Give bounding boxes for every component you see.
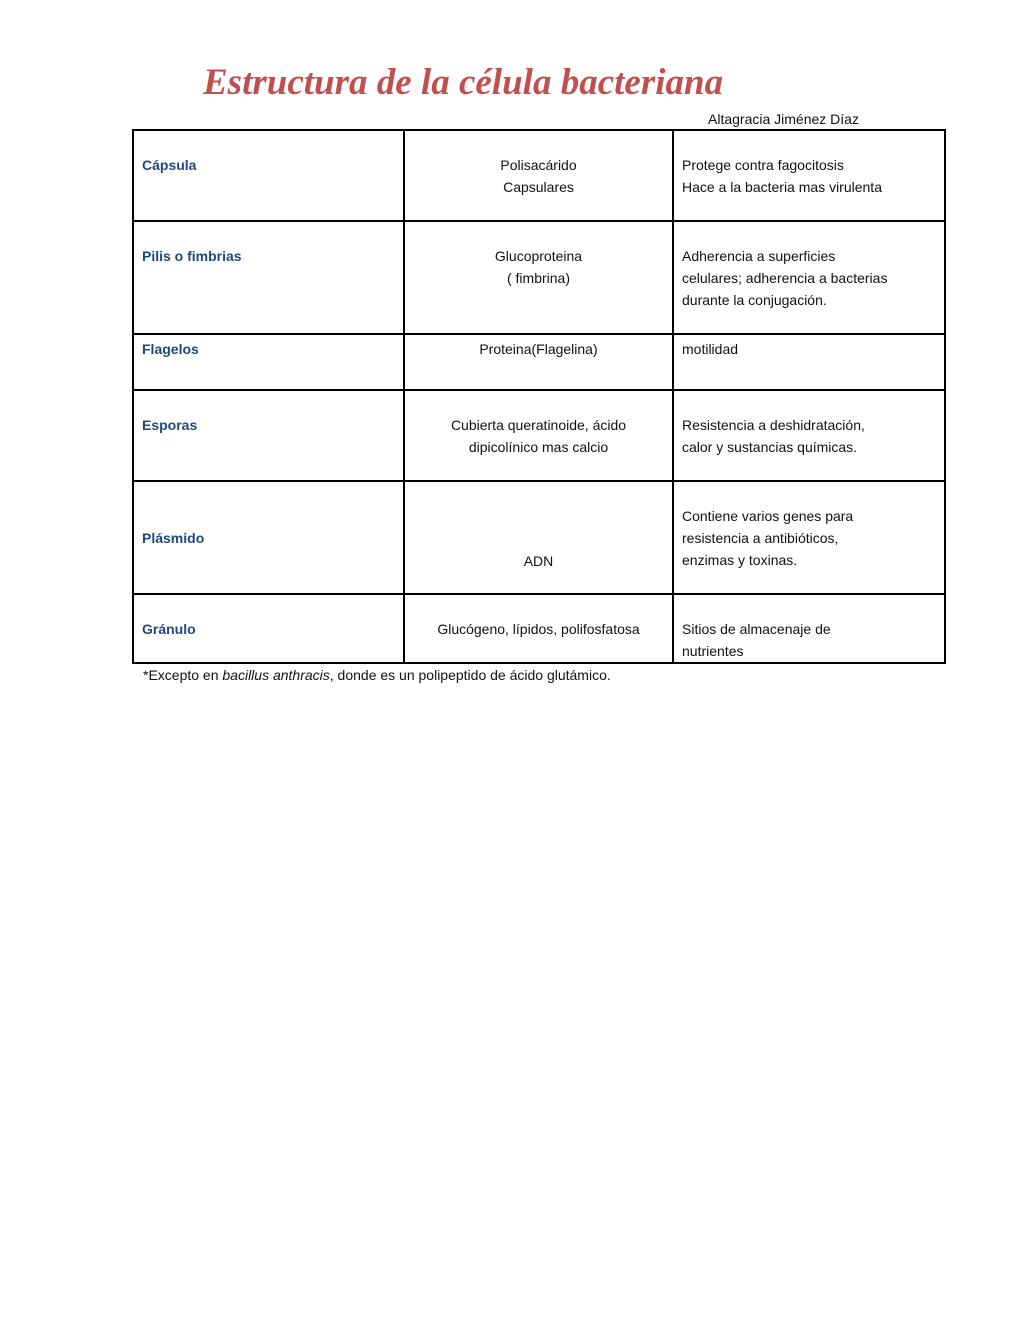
function-cell [673,390,945,481]
structure-table [132,129,946,664]
structure-name-cell [133,334,404,390]
function-cell [673,594,945,663]
table-row [133,481,945,594]
composition-text: Glucógeno, lípidos, polifosfatosa [437,621,640,637]
function-text: Contiene varios genes para resistencia a antibióticos, enzimas y toxinas. [682,508,854,568]
composition-text: Polisacárido Capsulares [500,157,577,195]
composition-cell [404,130,673,221]
footnote-italic: bacillus anthracis [222,667,330,683]
structure-name-cell [133,221,404,334]
author-name: Altagracia Jiménez Díaz [708,111,859,127]
composition-cell [404,390,673,481]
function-text: Sitios de almacenaje de nutrientes [682,621,831,659]
table-row [133,130,945,221]
structure-name: Pilis o fimbrias [142,248,242,264]
structure-name: Cápsula [142,157,197,173]
bacterial-structure-table [132,129,944,664]
function-text: motilidad [682,341,739,357]
function-text: Protege contra fagocitosis Hace a la bacteria mas virulenta [682,157,882,195]
structure-name-cell [133,481,404,594]
structure-name-cell [133,130,404,221]
function-cell [673,130,945,221]
structure-name-cell [133,594,404,663]
table-row [133,594,945,663]
table-row [133,334,945,390]
footnote [143,664,611,686]
structure-name: Plásmido [142,530,205,546]
composition-cell [404,334,673,390]
document-title: Estructura de la célula bacteriana [203,62,724,103]
structure-name: Gránulo [142,621,196,637]
function-cell [673,334,945,390]
function-cell [673,481,945,594]
composition-cell [404,481,673,594]
function-text: Resistencia a deshidratación, calor y sustancias químicas. [682,417,865,455]
footnote-suffix: , donde es un polipeptido de ácido glutámico. [329,667,611,683]
composition-cell [404,594,673,663]
table-row [133,221,945,334]
composition-text: ADN [523,553,554,569]
function-cell [673,221,945,334]
composition-text: Glucoproteina ( fimbrina) [494,248,583,286]
table-row [133,390,945,481]
structure-name-cell [133,390,404,481]
structure-name: Esporas [142,417,198,433]
footnote-prefix: *Excepto en [143,667,223,683]
composition-text: Cubierta queratinoide, ácido dipicolínico mas calcio [450,417,627,455]
composition-text: Proteina(Flagelina) [479,341,598,357]
function-text: Adherencia a superficies celulares; adherencia a bacterias durante la conjugación. [682,248,888,308]
composition-cell [404,221,673,334]
structure-name: Flagelos [142,341,199,357]
